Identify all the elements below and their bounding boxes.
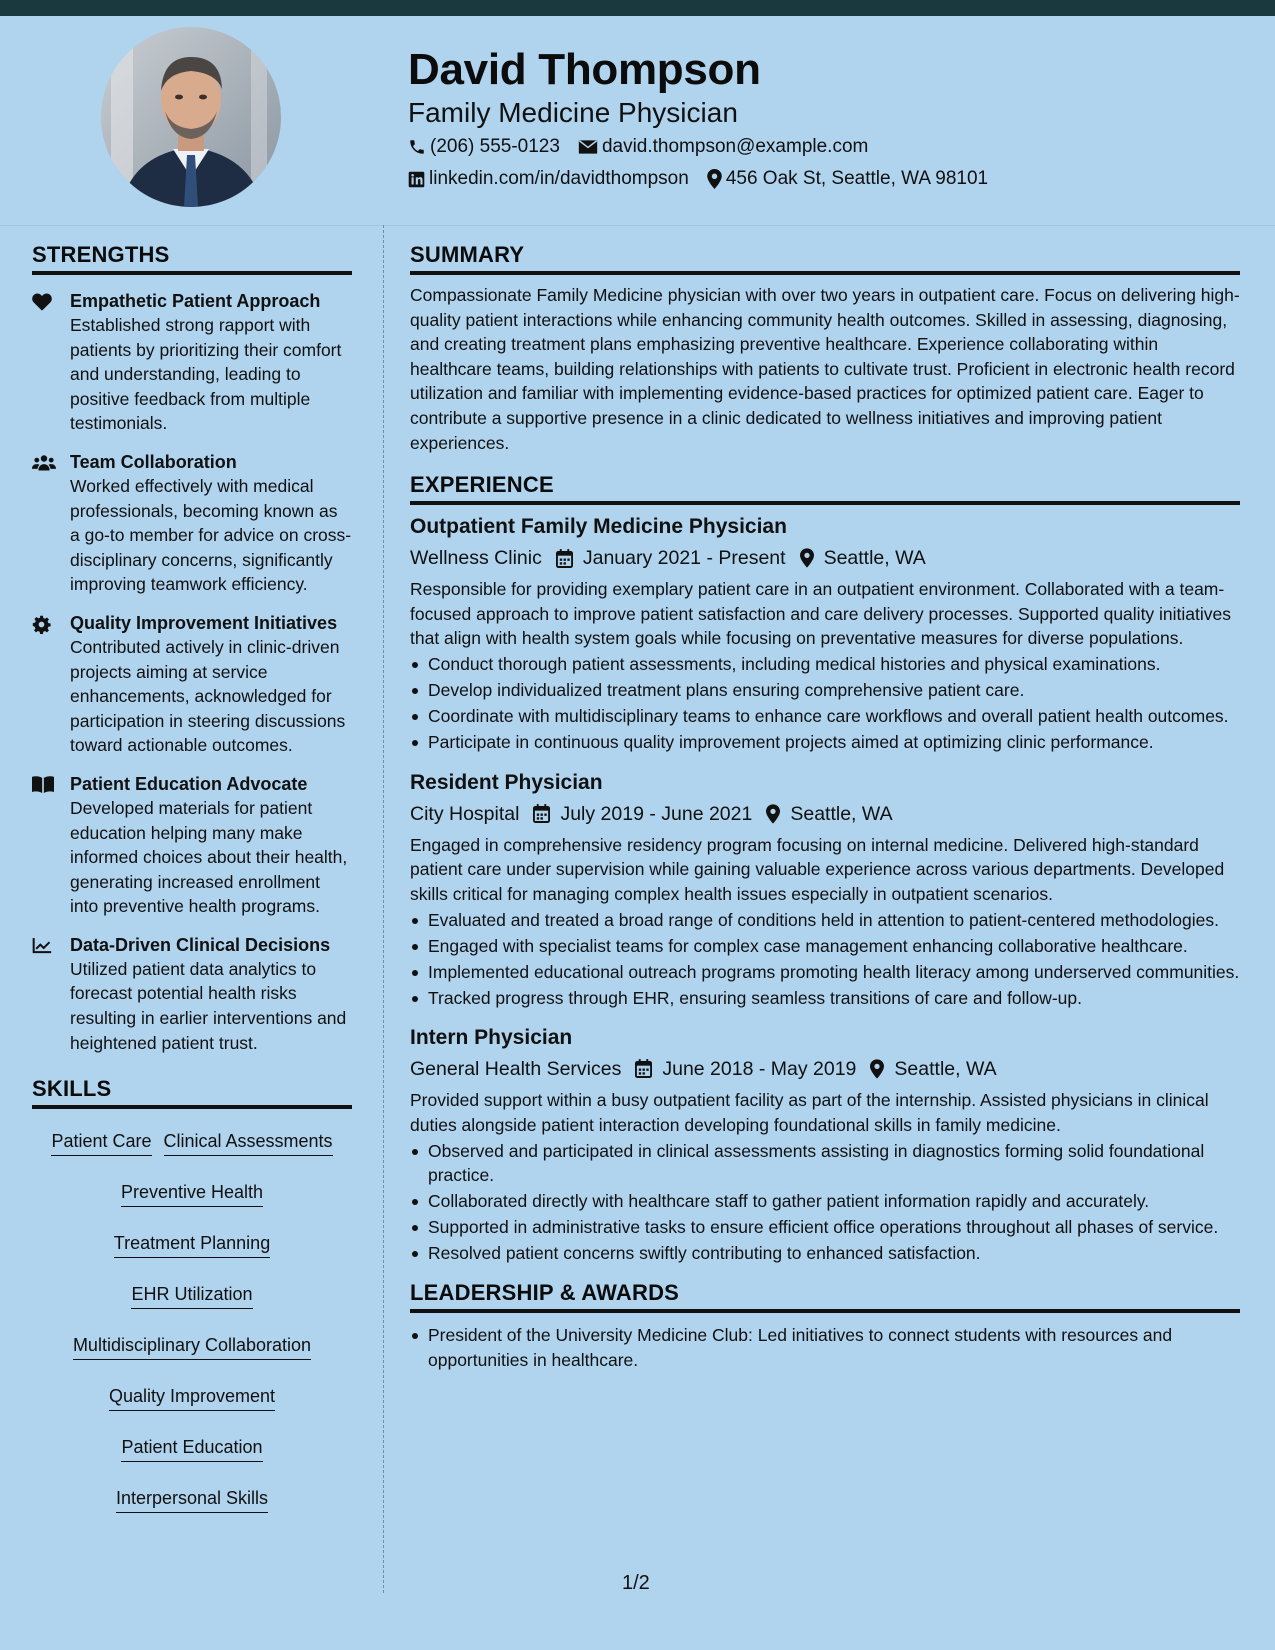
heart-icon xyxy=(32,293,52,311)
strength-item xyxy=(32,450,352,597)
job-dates: July 2019 - June 2021 xyxy=(560,802,753,825)
gear-icon xyxy=(32,615,51,634)
skill-tag: Multidisciplinary Collaboration xyxy=(73,1329,311,1360)
strength-description: Utilized patient data analytics to forecast potential health risks resulting in earlier interventions and heightened patient trust. xyxy=(70,958,347,1053)
job-bullet: Implemented educational outreach programs promoting health literacy among underserved communities. xyxy=(410,960,1240,984)
job-org: General Health Services xyxy=(410,1057,622,1080)
calendar-icon xyxy=(533,804,550,823)
skill-tag: Clinical Assessments xyxy=(164,1125,333,1156)
email-text: david.thompson@example.com xyxy=(601,136,869,157)
profile-photo xyxy=(101,27,281,207)
job-bullets xyxy=(410,1139,1240,1266)
strength-item xyxy=(32,772,352,919)
map-pin-icon xyxy=(707,169,722,189)
right-column xyxy=(410,241,1240,1372)
experience-section xyxy=(410,471,1240,1265)
summary-heading: SUMMARY xyxy=(410,241,1240,275)
job-description: Engaged in comprehensive residency program focusing on internal medicine. Delivered high-standard patient care under supervision while gaining valuable experience across various departments. Developed skills critical for managing complex health issues especially in outpatient scenarios. xyxy=(410,834,1225,904)
candidate-name: David Thompson xyxy=(408,45,761,94)
job-location: Seattle, WA xyxy=(894,1057,997,1080)
contact-row-1 xyxy=(408,132,1228,162)
job-bullet: Tracked progress through EHR, ensuring seamless transitions of care and follow-up. xyxy=(410,986,1240,1010)
job-entry xyxy=(410,769,1240,1010)
skills-heading: SKILLS xyxy=(32,1075,352,1109)
strength-description: Developed materials for patient education helping many make informed choices about their health, generating increased enrollment into preventive health programs. xyxy=(70,797,348,917)
strength-description: Established strong rapport with patients by prioritizing their comfort and understanding, leading to positive feedback from multiple testimonials. xyxy=(70,315,342,434)
map-pin-icon xyxy=(766,804,780,824)
strength-description: Worked effectively with medical professionals, becoming known as a go-to member for advice on cross-disciplinary concerns, significantly improving teamwork efficiency. xyxy=(70,475,352,595)
leadership-section xyxy=(410,1279,1240,1372)
job-bullet: Coordinate with multidisciplinary teams to enhance care workflows and overall patient health outcomes. xyxy=(410,704,1240,728)
skill-tag: Quality Improvement xyxy=(109,1380,275,1411)
job-location: Seattle, WA xyxy=(823,547,926,570)
contact-row-2 xyxy=(408,164,1228,194)
job-bullet: Participate in continuous quality improvement projects aimed at optimizing clinic performance. xyxy=(410,730,1240,754)
job-org: City Hospital xyxy=(410,802,520,825)
job-bullets xyxy=(410,908,1240,1010)
job-entry xyxy=(410,1024,1240,1265)
linkedin-icon xyxy=(408,171,425,188)
leadership-item: President of the University Medicine Club: Led initiatives to connect students with resources and opportunities in healthcare. xyxy=(410,1323,1240,1372)
address-text: 456 Oak St, Seattle, WA 98101 xyxy=(725,168,989,189)
summary-section xyxy=(410,241,1240,455)
leadership-heading: LEADERSHIP & AWARDS xyxy=(410,1279,1240,1313)
candidate-role: Family Medicine Physician xyxy=(408,97,738,128)
page-number: 1/2 xyxy=(622,1572,650,1594)
job-bullet: Engaged with specialist teams for complex case management enhancing collaborative healthcare. xyxy=(410,934,1240,958)
job-bullet: Observed and participated in clinical assessments assisting in diagnostics forming solid foundational practice. xyxy=(410,1139,1240,1188)
skill-tag: Interpersonal Skills xyxy=(116,1482,268,1513)
job-title: Intern Physician xyxy=(410,1025,573,1049)
job-bullet: Develop individualized treatment plans ensuring comprehensive patient care. xyxy=(410,678,1240,702)
job-bullet: Resolved patient concerns swiftly contributing to enhanced satisfaction. xyxy=(410,1241,1240,1265)
map-pin-icon xyxy=(870,1059,884,1079)
job-dates: June 2018 - May 2019 xyxy=(662,1057,857,1080)
job-bullet: Collaborated directly with healthcare staff to gather patient information rapidly and accurately. xyxy=(410,1189,1240,1213)
column-divider xyxy=(383,225,384,1593)
calendar-icon xyxy=(635,1059,652,1078)
job-meta xyxy=(410,1054,1240,1084)
email-contact[interactable] xyxy=(578,132,868,162)
job-entry xyxy=(410,513,1240,754)
job-bullet: Evaluated and treated a broad range of conditions held in attention to patient-centered methodologies. xyxy=(410,908,1240,932)
job-bullet: Conduct thorough patient assessments, including medical histories and physical examinations. xyxy=(410,652,1240,676)
job-description: Responsible for providing exemplary patient care in an outpatient environment. Collaborated with a team-focused approach to improve patient satisfaction and care delivery processes. Supported quality initiatives that align with health system goals while focusing on preventative measures for diverse populations. xyxy=(410,579,1232,649)
job-title: Resident Physician xyxy=(410,770,603,794)
job-title: Outpatient Family Medicine Physician xyxy=(410,515,787,539)
left-column xyxy=(32,241,352,1527)
job-description: Provided support within a busy outpatient facility as part of the internship. Assisted physicians in clinical duties alongside patient interaction developing foundational skills in family medicine. xyxy=(410,1089,1209,1135)
strength-title: Data-Driven Clinical Decisions xyxy=(70,934,331,955)
envelope-icon xyxy=(578,139,598,155)
job-meta xyxy=(410,543,1240,573)
resume-header xyxy=(408,42,1228,194)
skill-tag: Patient Care xyxy=(51,1125,151,1156)
map-pin-icon xyxy=(800,548,814,568)
strength-title: Team Collaboration xyxy=(70,451,237,472)
strength-item xyxy=(32,289,352,436)
strength-item xyxy=(32,933,352,1055)
strength-title: Patient Education Advocate xyxy=(70,773,308,794)
users-icon xyxy=(32,454,56,471)
job-bullet: Supported in administrative tasks to ensure efficient office operations throughout all phases of service. xyxy=(410,1215,1240,1239)
top-bar xyxy=(0,0,1275,16)
phone-text: (206) 555-0123 xyxy=(430,136,560,157)
strength-description: Contributed actively in clinic-driven projects aiming at service enhancements, acknowledged for participation in steering discussions toward actionable outcomes. xyxy=(70,636,346,756)
job-meta xyxy=(410,799,1240,829)
header-divider xyxy=(0,225,1275,226)
job-org: Wellness Clinic xyxy=(410,547,542,570)
book-icon xyxy=(32,776,54,793)
chart-line-icon xyxy=(32,937,52,954)
leadership-list xyxy=(410,1323,1240,1372)
strength-title: Empathetic Patient Approach xyxy=(70,291,321,311)
summary-text: Compassionate Family Medicine physician with over two years in outpatient care. Focus on delivering high-quality patient interactions while enhancing community health outcomes. Skilled in assessing, diagnosing, and creating treatment plans emphasizing preventive healthcare. Experience collaborating within healthcare teams, building relationships with patients to cultivate trust. Proficient in electronic health record utilization and familiar with implementing evidence-based practices for optimized patient care. Eager to contribute a supportive presence in a clinic dedicated to wellness initiatives and improving patient experiences. xyxy=(410,285,1240,453)
strengths-heading: STRENGTHS xyxy=(32,241,352,275)
skills-list xyxy=(32,1119,352,1527)
skill-tag: Treatment Planning xyxy=(114,1227,270,1258)
experience-heading: EXPERIENCE xyxy=(410,471,1240,505)
job-dates: January 2021 - Present xyxy=(582,547,786,570)
skill-tag: EHR Utilization xyxy=(131,1278,252,1309)
skills-section xyxy=(32,1075,352,1527)
strength-item xyxy=(32,611,352,758)
skill-tag: Patient Education xyxy=(121,1431,262,1462)
strength-title: Quality Improvement Initiatives xyxy=(70,612,338,633)
phone-icon xyxy=(408,138,426,156)
phone-contact[interactable] xyxy=(408,132,560,162)
address-contact xyxy=(707,164,988,194)
linkedin-contact[interactable] xyxy=(408,164,689,194)
calendar-icon xyxy=(556,549,573,568)
skill-tag: Preventive Health xyxy=(121,1176,263,1207)
job-bullets xyxy=(410,652,1240,754)
strengths-section xyxy=(32,241,352,1055)
job-location: Seattle, WA xyxy=(790,802,893,825)
linkedin-text: linkedin.com/in/davidthompson xyxy=(429,168,689,189)
